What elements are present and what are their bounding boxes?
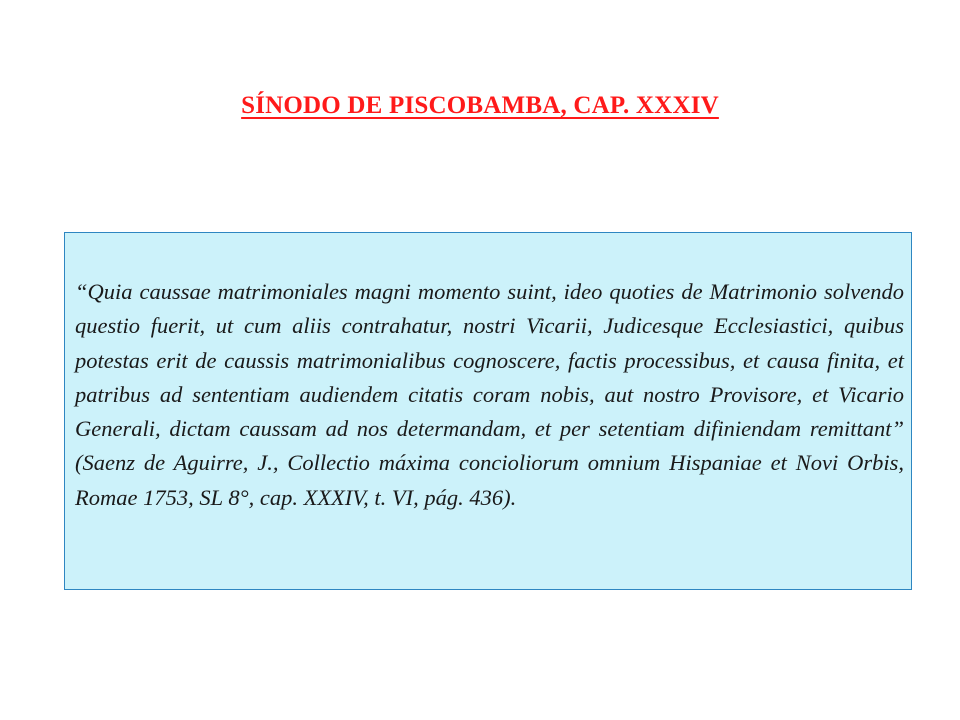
quote-box [64,232,912,590]
quote-text: “Quia caussae matrimoniales magni momento suint, ideo quoties de Matrimonio solvendo questio fuerit, ut cum aliis contrahatur, nostri Vicarii, Judicesque Ecclesiastici, quibus potestas erit de caussis matrimonialibus cognoscere, factis processibus, et causa finita, et patribus ad sententiam audiendem citatis coram nobis, aut nostro Provisore, et Vicario Generali, dictam caussam ad nos determandam, et per setentiam difiniendam remittant” (Saenz de Aguirre, J., Collectio máxima concioliorum omnium Hispaniae et Novi Orbis, Romae 1753, SL 8°, cap. XXXIV, t. VI, pág. 436). [75,279,904,510]
slide-title: SÍNODO DE PISCOBAMBA, CAP. XXXIV [241,92,719,119]
